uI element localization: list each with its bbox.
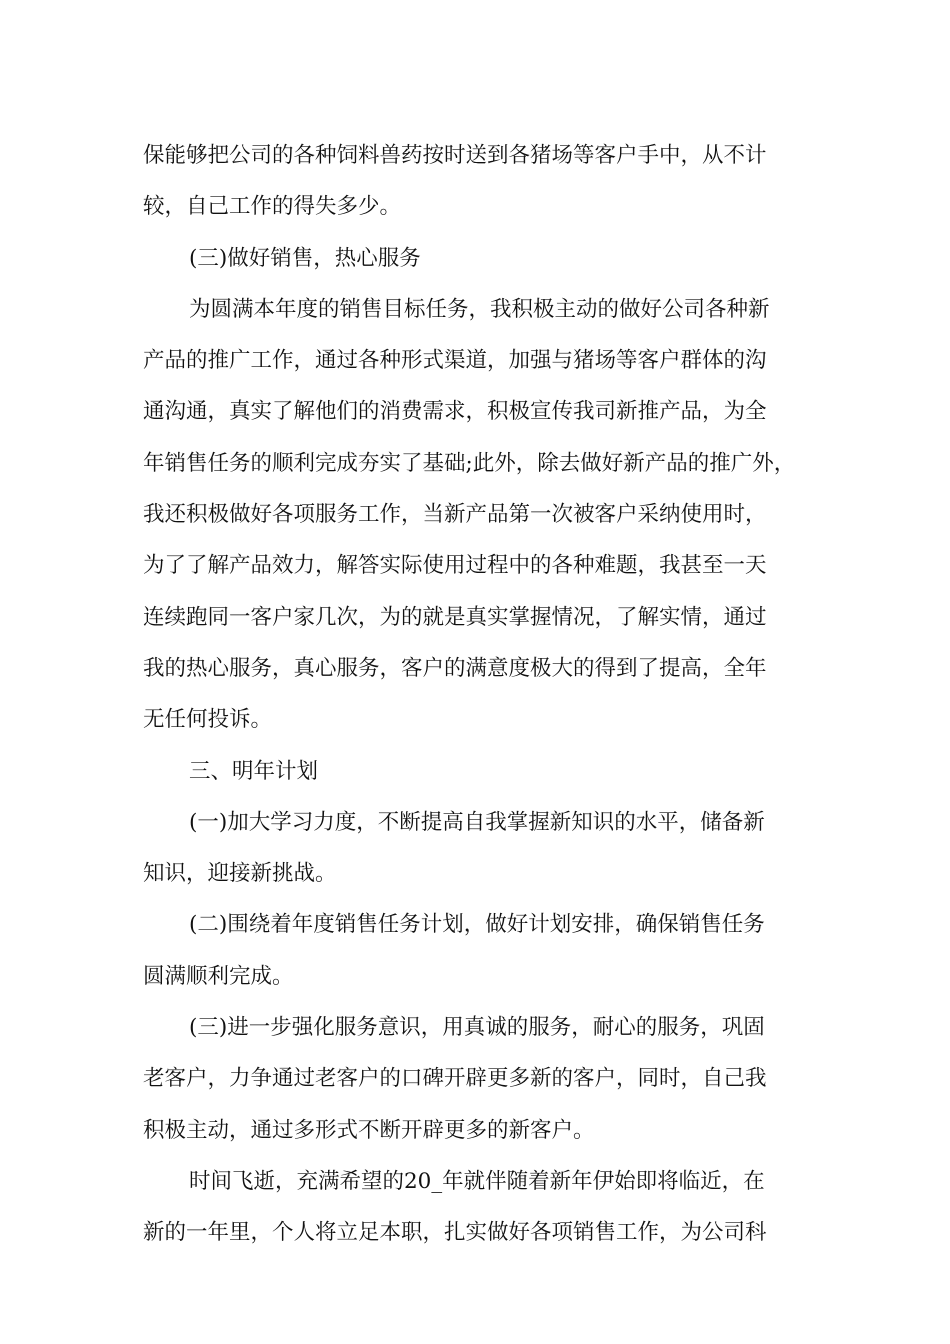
text-line-22: 新的一年里，个人将立足本职，扎实做好各项销售工作，为公司科 — [143, 1220, 767, 1246]
plan-item-3: (三)进一步强化服务意识，用真诚的服务，耐心的服务，巩固 — [189, 1015, 765, 1041]
text-line-2: 较，自己工作的得失多少。 — [143, 194, 402, 220]
text-line-20: 积极主动，通过多形式不断开辟更多的新客户。 — [143, 1117, 595, 1143]
closing-paragraph-start: 时间飞逝，充满希望的20_年就伴随着新年伊始即将临近，在 — [189, 1168, 765, 1194]
text-line-8: 我还积极做好各项服务工作，当新产品第一次被客户采纳使用时， — [143, 502, 767, 528]
text-line-17: 圆满顺利完成。 — [143, 963, 294, 989]
text-line-7: 年销售任务的顺利完成夯实了基础;此外，除去做好新产品的推广外， — [143, 450, 796, 476]
section-heading-next-year-plan: 三、明年计划 — [189, 758, 319, 784]
plan-item-2: (二)围绕着年度销售任务计划，做好计划安排，确保销售任务 — [189, 912, 765, 938]
section-heading-service: (三)做好销售，热心服务 — [189, 245, 421, 271]
text-line-10: 连续跑同一客户家几次，为的就是真实掌握情况，了解实情，通过 — [143, 604, 767, 630]
text-line-11: 我的热心服务，真心服务，客户的满意度极大的得到了提高，全年 — [143, 655, 767, 681]
text-line-1: 保能够把公司的各种饲料兽药按时送到各猪场等客户手中，从不计 — [143, 143, 767, 168]
text-line-15: 知识，迎接新挑战。 — [143, 861, 337, 887]
text-line-19: 老客户，力争通过老客户的口碑开辟更多新的客户，同时，自己我 — [143, 1066, 767, 1092]
text-line-5: 产品的推广工作，通过各种形式渠道，加强与猪场等客户群体的沟 — [143, 348, 767, 374]
text-line-9: 为了了解产品效力，解答实际使用过程中的各种难题，我甚至一天 — [143, 553, 767, 579]
text-line-12: 无任何投诉。 — [143, 707, 273, 733]
plan-item-1: (一)加大学习力度，不断提高自我掌握新知识的水平，储备新 — [189, 809, 765, 835]
document-body — [143, 130, 823, 1259]
text-line-6: 通沟通，真实了解他们的消费需求，积极宣传我司新推产品，为全 — [143, 399, 767, 425]
text-line-4: 为圆满本年度的销售目标任务，我积极主动的做好公司各种新 — [189, 296, 770, 322]
